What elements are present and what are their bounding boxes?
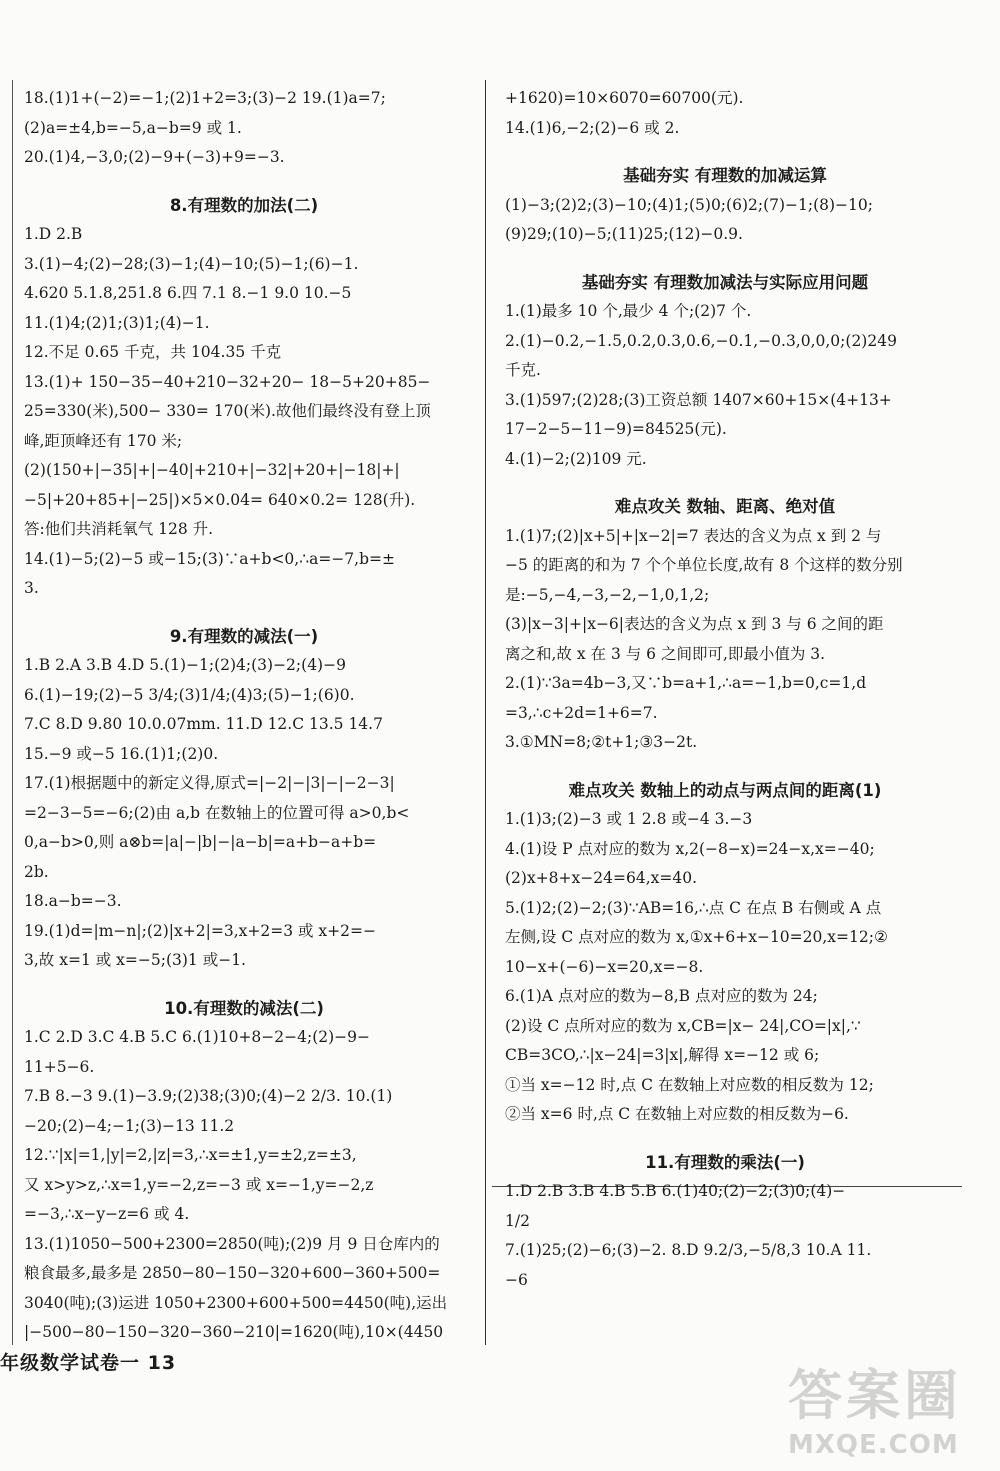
answer-line: 1.(1)最多 10 个,最少 4 个;(2)7 个. — [505, 302, 752, 320]
answer-line: 20.(1)4,−3,0;(2)−9+(−3)+9=−3. — [24, 148, 285, 166]
answer-line: ①当 x=−12 时,点 C 在数轴上对应数的相反数为 12; — [505, 1075, 874, 1094]
answer-line: 14.(1)6,−2;(2)−6 或 2. — [505, 118, 680, 137]
answer-line: (1)−3;(2)2;(3)−10;(4)1;(5)0;(6)2;(7)−1;(8)−10; — [505, 195, 873, 214]
answer-line: −20;(2)−4;−1;(3)−13 11.2 — [24, 1116, 235, 1135]
answer-line: 18.(1)1+(−2)=−1;(2)1+2=3;(3)−2 19.(1)a=7; — [24, 89, 386, 107]
answer-line: 千克. — [505, 361, 541, 379]
answer-line: 1.D 2.B 3.B 4.B 5.B 6.(1)40;(2)−2;(3)0;(4)− — [505, 1182, 846, 1200]
answer-line: 10−x+(−6)−x=20,x=−8. — [505, 957, 704, 976]
answer-line: (2)设 C 点所对应的数为 x,CB=|x− 24|,CO=|x|,∵ — [505, 1016, 861, 1035]
answer-line: 离之和,故 x 在 3 与 6 之间即可,即最小值为 3. — [505, 644, 826, 663]
answer-line: 12.不足 0.65 千克，共 104.35 千克 — [24, 343, 282, 361]
answer-line: 5.(1)2;(2)−2;(3)∵AB=16,∴点 C 在点 B 右侧或 A 点 — [505, 898, 882, 917]
answer-line: 17−2−5−11−9)=84525(元). — [505, 420, 727, 438]
answer-line: ②当 x=6 时,点 C 在数轴上对应数的相反数为−6. — [505, 1105, 849, 1123]
left-column — [24, 84, 464, 1348]
section-heading: 难点攻关 数轴上的动点与两点间的距离(1) — [568, 780, 882, 800]
column-divider — [485, 80, 486, 1345]
left-edge-rule — [12, 80, 13, 1345]
answer-line: 是:−5,−4,−3,−2,−1,0,1,2; — [505, 585, 710, 604]
answer-line: 峰,距顶峰还有 170 米; — [24, 431, 183, 450]
answer-line: 15.−9 或−5 16.(1)1;(2)0. — [24, 744, 219, 763]
answer-line: 13.(1)1050−500+2300=2850(吨);(2)9 月 9 日仓库内的 — [24, 1234, 440, 1253]
answer-line: 18.a−b=−3. — [24, 892, 122, 910]
answer-line: 12.∵|x|=1,|y|=2,|z|=3,∴x=±1,y=±2,z=±3, — [24, 1146, 357, 1164]
watermark-logo — [788, 1353, 988, 1463]
watermark-chinese: 答案圈 — [788, 1364, 962, 1427]
answer-line: (2)a=±4,b=−5,a−b=9 或 1. — [24, 118, 242, 137]
section-heading: 9.有理数的减法(一) — [169, 626, 319, 646]
answer-line: |−500−80−150−320−360−210|=1620(吨),10×(4450 — [24, 1323, 444, 1341]
answer-line: 11.(1)4;(2)1;(3)1;(4)−1. — [24, 313, 210, 332]
answer-line: =2−3−5=−6;(2)由 a,b 在数轴上的位置可得 a>0,b< — [24, 803, 410, 822]
answer-line: 3.(1)−4;(2)−28;(3)−1;(4)−10;(5)−1;(6)−1. — [24, 254, 359, 273]
answer-line: 3. — [24, 579, 39, 597]
answer-line: =3,∴c+2d=1+6=7. — [505, 703, 658, 722]
answer-line: 4.620 5.1.8,251.8 6.四 7.1 8.−1 9.0 10.−5 — [24, 284, 352, 302]
answer-line: 13.(1)+ 150−35−40+210−32+20− 18−5+20+85− — [24, 372, 431, 391]
answer-line: 2b. — [24, 862, 49, 881]
answer-line: (2)x+8+x−24=64,x=40. — [505, 869, 698, 887]
answer-line: 答:他们共消耗氧气 128 升. — [24, 520, 214, 538]
section-heading: 11.有理数的乘法(一) — [645, 1152, 805, 1172]
answer-line: 11+5−6. — [24, 1057, 95, 1076]
answer-line: −6 — [505, 1270, 528, 1289]
answer-line: 1.(1)3;(2)−3 或 1 2.8 或−4 3.−3 — [505, 810, 753, 828]
answer-line: 2.(1)∵3a=4b−3,又∵b=a+1,∴a=−1,b=0,c=1,d — [505, 674, 867, 692]
answer-line: (3)|x−3|+|x−6|表达的含义为点 x 到 3 与 6 之间的距 — [505, 615, 884, 633]
answer-line: 14.(1)−5;(2)−5 或−15;(3)∵a+b<0,∴a=−7,b=± — [24, 549, 395, 568]
answer-line: 7.B 8.−3 9.(1)−3.9;(2)38;(3)0;(4)−2 2/3. 10.(1) — [24, 1087, 393, 1105]
right-column — [505, 84, 945, 1295]
answer-line: 6.(1)A 点对应的数为−8,B 点对应的数为 24; — [505, 987, 818, 1005]
answer-line: 1.B 2.A 3.B 4.D 5.(1)−1;(2)4;(3)−2;(4)−9 — [24, 656, 346, 674]
answer-line: 又 x>y>z,∴x=1,y=−2,z=−3 或 x=−1,y=−2,z — [24, 1175, 374, 1194]
answer-line: 25=330(米),500− 330= 170(米).故他们最终没有登上顶 — [24, 402, 431, 420]
answer-line: 1/2 — [505, 1211, 530, 1230]
answer-line: −5 的距离的和为 7 个个单位长度,故有 8 个这样的数分别 — [505, 556, 903, 574]
section-heading: 基础夯实 有理数的加减运算 — [623, 166, 827, 185]
answer-line: 3.(1)597;(2)28;(3)工资总额 1407×60+15×(4+13+ — [505, 390, 892, 409]
section-heading: 10.有理数的减法(二) — [164, 998, 324, 1018]
section-heading: 难点攻关 数轴、距离、绝对值 — [614, 497, 836, 516]
answer-line: 1.C 2.D 3.C 4.B 5.C 6.(1)10+8−2−4;(2)−9− — [24, 1028, 371, 1046]
answer-line: −5|+20+85+|−25|)×5×0.04= 640×0.2= 128(升). — [24, 490, 416, 509]
answer-line: 6.(1)−19;(2)−5 3/4;(3)1/4;(4)3;(5)−1;(6)0. — [24, 685, 355, 704]
section-heading: 8.有理数的加法(二) — [169, 195, 319, 215]
answer-line: (9)29;(10)−5;(11)25;(12)−0.9. — [505, 225, 743, 243]
answer-line: 粮食最多,最多是 2850−80−150−320+600−360+500= — [24, 1264, 441, 1282]
section-heading: 基础夯实 有理数加减法与实际应用问题 — [581, 272, 869, 292]
answer-line: 19.(1)d=|m−n|;(2)|x+2|=3,x+2=3 或 x+2=− — [24, 921, 376, 940]
answer-line: 4.(1)设 P 点对应的数为 x,2(−8−x)=24−x,x=−40; — [505, 839, 875, 858]
answer-line: CB=3CO,∴|x−24|=3|x|,解得 x=−12 或 6; — [505, 1046, 820, 1064]
answer-line: 左侧,设 C 点对应的数为 x,①x+6+x−10=20,x=12;② — [505, 928, 888, 946]
answer-line: 17.(1)根据题中的新定义得,原式=|−2|−|3|−|−2−3| — [24, 774, 395, 792]
answer-line: 4.(1)−2;(2)109 元. — [505, 449, 647, 468]
answer-line: 0,a−b>0,则 a⊗b=|a|−|b|−|a−b|=a+b−a+b= — [24, 833, 377, 851]
answer-line: 3040(吨);(3)运进 1050+2300+600+500=4450(吨),运出 — [24, 1293, 448, 1312]
answer-line: 7.C 8.D 9.80 10.0.07mm. 11.D 12.C 13.5 14.7 — [24, 715, 383, 733]
answer-line: 1.(1)7;(2)|x+5|+|x−2|=7 表达的含义为点 x 到 2 与 — [505, 526, 882, 545]
answer-line: 2.(1)−0.2,−1.5,0.2,0.3,0.6,−0.1,−0.3,0,0,0;(2)249 — [505, 331, 897, 350]
watermark-url: MXQE.COM — [788, 1430, 959, 1460]
answer-line: 7.(1)25;(2)−6;(3)−2. 8.D 9.2/3,−5/8,3 10.A 11. — [505, 1241, 872, 1259]
answer-line: (2)(150+|−35|+|−40|+210+|−32|+20+|−18|+| — [24, 461, 400, 479]
answer-line: =−3,∴x−y−z=6 或 4. — [24, 1205, 190, 1223]
page-footer: 年级数学试卷一 13 — [0, 1352, 177, 1374]
answer-line: 3.①MN=8;②t+1;③3−2t. — [505, 733, 698, 751]
answer-line: 3,故 x=1 或 x=−5;(3)1 或−1. — [24, 951, 246, 969]
answer-line: +1620)=10×6070=60700(元). — [505, 89, 744, 107]
answer-line: 1.D 2.B — [24, 225, 83, 243]
